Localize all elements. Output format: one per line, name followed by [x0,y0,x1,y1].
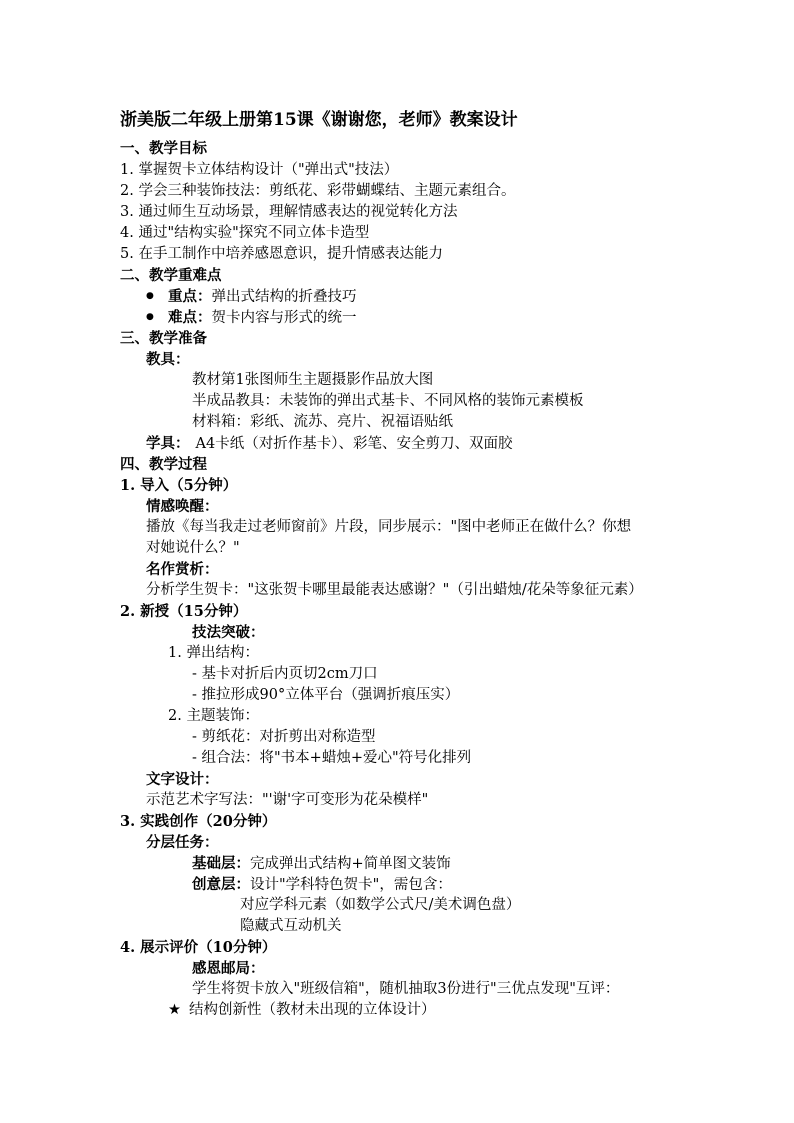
difficulty-point [168,307,357,329]
objective-item-2: 2. 学会三种装饰技法：剪纸花、彩带蝴蝶结、主题元素组合。 [120,183,516,199]
teacher-tool-2: 半成品教具：未装饰的弹出式基卡、不同风格的装饰元素模板 [192,393,584,409]
teacher-tool-1: 教材第1张图师生主题摄影作品放大图 [192,372,434,388]
skill-item-1b: - 推拉形成90°立体平台（强调折痕压实） [192,687,460,703]
key-point-text: 弹出式结构的折叠技巧 [211,289,357,305]
difficulty-label: 难点： [168,309,212,326]
section-2-heading: 二、教学重难点 [120,267,222,284]
text-design-text: 示范艺术字写法："'谢'字可变形为花朵模样" [146,792,429,808]
mailbox-text: 学生将贺卡放入"班级信箱"，随机抽取3份进行"三优点发现"互评： [192,981,620,997]
creative-item-2: 隐藏式互动机关 [240,918,342,934]
bullet-icon: ● [146,291,154,301]
skill-item-1a: - 基卡对折后内页切2cm刀口 [192,666,378,682]
skill-item-2b: - 组合法：将"书本+蜡烛+爱心"符号化排列 [192,750,472,766]
key-point [168,286,357,308]
bullet-icon: ● [146,312,154,322]
basic-level-text: 完成弹出式结构+简单图文装饰 [250,856,451,872]
skill-item-2a: - 剪纸花：对折剪出对称造型 [192,729,376,745]
student-tools-text: A4卡纸（对折作基卡）、彩笔、安全剪刀、双面胶 [195,436,513,452]
emotion-label: 情感唤醒： [146,498,219,515]
star-item-text: 结构创新性（教材未出现的立体设计） [189,1002,436,1018]
emotion-text-1: 播放《每当我走过老师窗前》片段，同步展示："图中老师正在做什么？你想 [146,519,632,535]
section-3-heading: 三、教学准备 [120,330,207,347]
section-4-heading: 四、教学过程 [120,456,207,473]
difficulty-text: 贺卡内容与形式的统一 [211,310,357,326]
phase-4-heading: 4. 展示评价（10分钟） [120,939,277,956]
skill-item-2: 2. 主题装饰： [168,708,259,724]
objective-item-5: 5. 在手工制作中培养感恩意识，提升情感表达能力 [120,246,443,262]
phase-1-heading: 1. 导入（5分钟） [120,477,238,494]
skill-item-1: 1. 弹出结构： [168,645,259,661]
phase-2-heading: 2. 新授（15分钟） [120,603,248,620]
key-point-label: 重点： [168,288,212,305]
star-item [168,1000,436,1021]
section-1-heading: 一、教学目标 [120,140,207,157]
creative-level [192,874,452,896]
creative-level-text: 设计"学科特色贺卡"，需包含： [250,877,452,893]
objective-item-1: 1. 掌握贺卡立体结构设计（"弹出式"技法） [120,162,399,178]
task-label: 分层任务： [146,834,219,851]
teacher-tools-label: 教具： [146,351,190,368]
phase-3-heading: 3. 实践创作（20分钟） [120,813,277,830]
objective-item-4: 4. 通过"结构实验"探究不同立体卡造型 [120,225,370,241]
objective-item-3: 3. 通过师生互动场景，理解情感表达的视觉转化方法 [120,204,458,220]
doc-title: 浙美版二年级上册第15课《谢谢您，老师》教案设计 [120,110,518,130]
skill-label: 技法突破： [192,624,265,641]
star-icon: ★ [168,1002,181,1018]
text-design-label: 文字设计： [146,771,219,788]
appreciation-label: 名作赏析： [146,561,219,578]
creative-level-label: 创意层： [192,876,250,893]
creative-item-1: 对应学科元素（如数学公式尺/美术调色盘） [240,897,521,913]
appreciation-text: 分析学生贺卡："这张贺卡哪里最能表达感谢？"（引出蜡烛/花朵等象征元素） [146,582,643,598]
student-tools-label: 学具： [146,435,190,452]
student-tools [146,433,512,455]
basic-level [192,853,451,875]
basic-level-label: 基础层： [192,855,250,872]
mailbox-label: 感恩邮局： [192,960,265,977]
emotion-text-2: 对她说什么？" [146,540,240,556]
teacher-tool-3: 材料箱：彩纸、流苏、亮片、祝福语贴纸 [192,414,453,430]
